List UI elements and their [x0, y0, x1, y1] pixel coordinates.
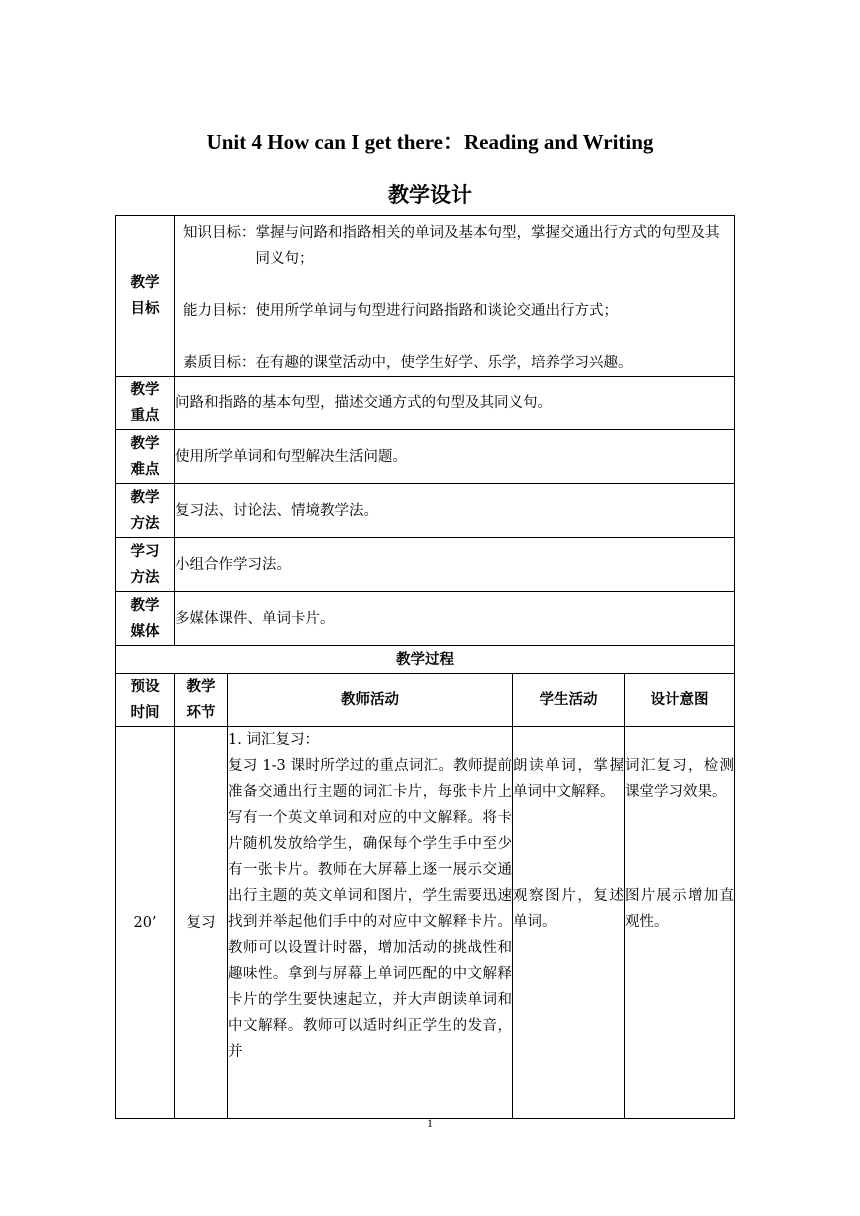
- document-title-en: Unit 4 How can I get there：Reading and Writing: [206, 130, 654, 154]
- quality-goal-text: 在有趣的课堂活动中，使学生好学、乐学，培养学习兴趣。: [255, 355, 633, 371]
- ability-goal-label: 能力目标：: [183, 303, 256, 319]
- lesson-plan-table: [115, 215, 735, 1119]
- learning-methods-text: 小组合作学习法。: [175, 538, 735, 592]
- design-intent-2: 图片展示增加直观性。: [625, 888, 734, 930]
- difficulties-row: [116, 430, 735, 484]
- key-points-text: 问路和指路的基本句型，描述交通方式的句型及其同义句。: [175, 377, 735, 430]
- goals-label: 教学目标: [116, 216, 175, 377]
- document-title-cn: 教学设计: [388, 183, 472, 207]
- goals-row: [116, 216, 735, 377]
- ability-goal-text: 使用所学单词与句型进行问路指路和谈论交通出行方式；: [255, 303, 618, 319]
- key-points-row: [116, 377, 735, 430]
- goals-content: [175, 216, 735, 377]
- teacher-activity-heading: 1. 词汇复习：: [228, 732, 319, 748]
- process-stage: 复习: [175, 727, 228, 1119]
- process-row: [116, 727, 735, 1119]
- teacher-activity-cell: [228, 727, 513, 1119]
- process-title: 教学过程: [116, 646, 735, 674]
- header-time: 预设时间: [116, 674, 175, 727]
- student-activity-2: 观察图片，复述单词。: [513, 888, 624, 930]
- knowledge-goal-text: 掌握与问路和指路相关的单词及基本句型，掌握交通出行方式的句型及其同义句；: [255, 225, 720, 267]
- media-label: 教学媒体: [116, 592, 175, 646]
- teaching-methods-row: [116, 484, 735, 538]
- learning-methods-label: 学习方法: [116, 538, 175, 592]
- design-intent-cell: [625, 727, 735, 1119]
- teaching-methods-text: 复习法、讨论法、情境教学法。: [175, 484, 735, 538]
- key-points-label: 教学重点: [116, 377, 175, 430]
- teacher-activity-body: 复习 1-3 课时所学过的重点词汇。教师提前准备交通出行主题的词汇卡片，每张卡片上写有一个英文单词和对应的中文解释。将卡片随机发放给学生，确保每个学生手中至少有一张卡片。教师在大屏幕上逐一展示交通出行主题的英文单词和图片，学生需要迅速找到并举起他们手中的对应中文解释卡片。教师可以设置计时器，增加活动的挑战性和趣味性。拿到与屏幕上单词匹配的中文解释卡片的学生要快速起立，并大声朗读单词和中文解释。教师可以适时纠正学生的发音，并: [228, 758, 512, 1060]
- learning-methods-row: [116, 538, 735, 592]
- student-activity-cell: [513, 727, 625, 1119]
- process-header-row: [116, 674, 735, 727]
- design-intent-1: 词汇复习，检测课堂学习效果。: [625, 758, 734, 800]
- difficulties-label: 教学难点: [116, 430, 175, 484]
- student-activity-1: 朗读单词，掌握单词中文解释。: [513, 758, 624, 800]
- process-time: 20’: [116, 727, 175, 1119]
- process-title-row: [116, 646, 735, 674]
- quality-goal-label: 素质目标：: [183, 355, 256, 371]
- difficulties-text: 使用所学单词和句型解决生活问题。: [175, 430, 735, 484]
- media-row: [116, 592, 735, 646]
- page-number: 1: [427, 1116, 433, 1130]
- header-teacher-activity: 教师活动: [228, 674, 513, 727]
- header-stage: 教学环节: [175, 674, 228, 727]
- knowledge-goal-label: 知识目标：: [183, 225, 256, 241]
- header-design-intent: 设计意图: [625, 674, 735, 727]
- teaching-methods-label: 教学方法: [116, 484, 175, 538]
- header-student-activity: 学生活动: [513, 674, 625, 727]
- media-text: 多媒体课件、单词卡片。: [175, 592, 735, 646]
